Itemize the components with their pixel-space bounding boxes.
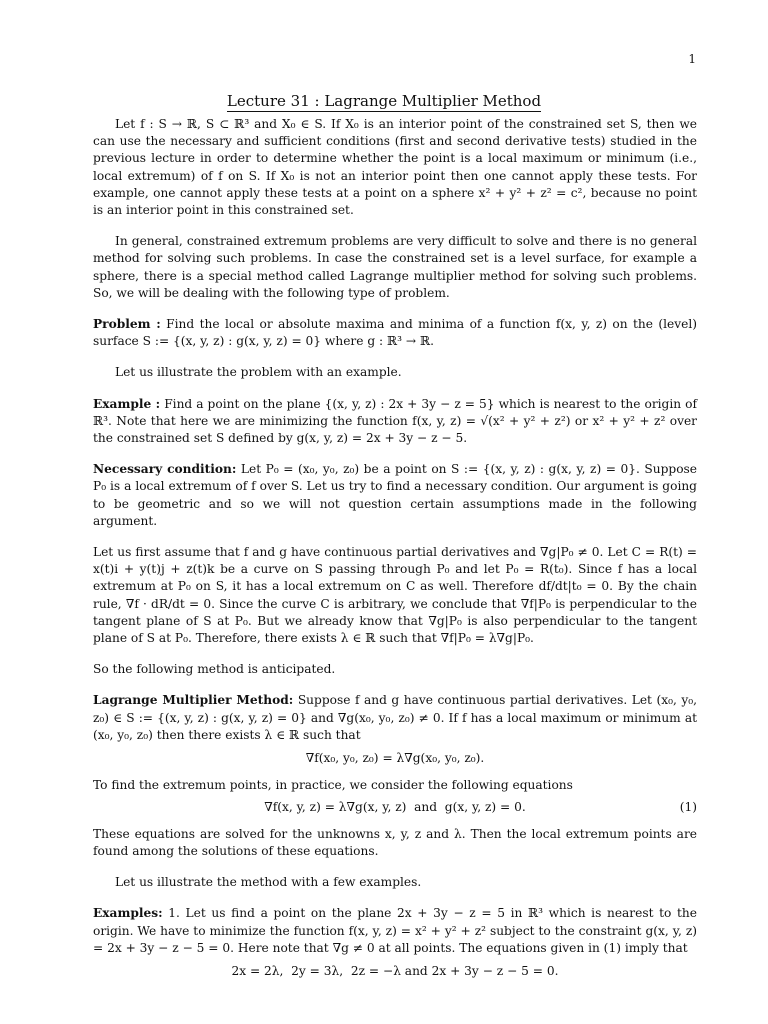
equation-gradient: ∇f(x₀, y₀, z₀) = λ∇g(x₀, y₀, z₀). [305,751,485,766]
problem-text: Find the local or absolute maxima and minima of a function f(x, y, z) on the (level) surface S := {(x, y, z) : g(x, y, z) = 0} where g : ℝ³ → ℝ. [93,317,697,349]
paragraph-lagrange [93,692,697,744]
paragraph-problem [93,316,697,350]
necessary-text: Let P₀ = (x₀, y₀, z₀) be a point on S := {(x, y, z) : g(x, y, z) = 0}. Suppose P₀ is a local extremum of f over S. Let us try to find a necessary condition. Our argument is going to be geometric and so we will not question certain assumptions made in the following argument. [93,462,697,528]
example-label: Example : [93,396,161,411]
necessary-label: Necessary condition: [93,462,237,477]
equation-final: 2x = 2λ, 2y = 3λ, 2z = −λ and 2x + 3y − z − 5 = 0. [231,963,559,978]
paragraph-practice: To find the extremum points, in practice, we consider the following equations [93,778,573,793]
page-title [0,92,768,110]
example-text: Find a point on the plane {(x, y, z) : 2x + 3y − z = 5} which is nearest to the origin of ℝ³. Note that here we are minimizing the function f(x, y, z) = √(x² + y² + z²) or x² + y² + z² over the constrained set S defined by g(x, y, z) = 2x + 3y − z − 5. [93,396,697,446]
examples-label: Examples: [93,906,163,921]
paragraph-few-examples: Let us illustrate the method with a few examples. [115,875,422,890]
equation-1-number: (1) [679,799,697,814]
lagrange-text: Suppose f and g have continuous partial derivatives. Let (x₀, y₀, z₀) ∈ S := {(x, y, z) : g(x, y, z) = 0} and ∇g(x₀, y₀, z₀) ≠ 0. If f has a local maximum or minimum at (x₀, y₀, z₀) then there exists λ ∈ ℝ such that [93,693,697,742]
paragraph-example [93,396,697,448]
paragraph-examples [93,905,697,957]
document-body [93,116,697,990]
paragraph-anticipated: So the following method is anticipated. [93,662,336,677]
page-number: 1 [688,52,696,66]
lagrange-label: Lagrange Multiplier Method: [93,693,294,708]
paragraph-solve: These equations are solved for the unknowns x, y, z and λ. Then the local extremum points are found among the solutions of these equations. [93,826,697,858]
paragraph-argument: Let us first assume that f and g have continuous partial derivatives and ∇g|P₀ ≠ 0. Let C = R(t) = x(t)i + y(t)j + z(t)k be a curve on S passing through P₀ and let P₀ = R(t₀). Since f has a local extremum at P₀ on S, it has a local extremum on C as well. Therefore df/dt|t₀ = 0. By the chain rule, ∇f · dR/dt = 0. Since the curve C is arbitrary, we conclude that ∇f|P₀ is perpendicular to the tangent plane of S at P₀. But we already know that ∇g|P₀ is also perpendicular to the tangent plane of S at P₀. Therefore, there exists λ ∈ ℝ such that ∇f|P₀ = λ∇g|P₀. [93,545,697,646]
paragraph-necessary [93,461,697,530]
paragraph-illustrate: Let us illustrate the problem with an example. [115,365,402,380]
examples-text: 1. Let us find a point on the plane 2x + 3y − z = 5 in ℝ³ which is nearest to the origin. We have to minimize the function f(x, y, z) = x² + y² + z² subject to the constraint g(x, y, z) = 2x + 3y − z − 5 = 0. Here note that ∇g ≠ 0 at all points. The equations given in (1) imply that [93,906,697,955]
problem-label: Problem : [93,317,161,332]
paragraph-intro: Let f : S → ℝ, S ⊂ ℝ³ and X₀ ∈ S. If X₀ is an interior point of the constrained set S, then we can use the necessary and sufficient conditions (first and second derivative tests) studied in the previous lecture in order to determine whether the point is a local maximum or minimum (i.e., local extremum) of f on S. If X₀ is not an interior point then one cannot apply these tests. For example, one cannot apply these tests at a point on a sphere x² + y² + z² = c², because no point is an interior point in this constrained set. [93,117,697,218]
equation-1-row [93,799,697,816]
paragraph-general: In general, constrained extremum problems are very difficult to solve and there is no general method for solving such problems. In case the constrained set is a level surface, for example a sphere, there is a special method called Lagrange multiplier method for solving such problems. So, we will be dealing with the following type of problem. [93,234,697,300]
equation-1: ∇f(x, y, z) = λ∇g(x, y, z) and g(x, y, z) = 0. [264,799,526,814]
title-text: Lecture 31 : Lagrange Multiplier Method [226,92,542,110]
